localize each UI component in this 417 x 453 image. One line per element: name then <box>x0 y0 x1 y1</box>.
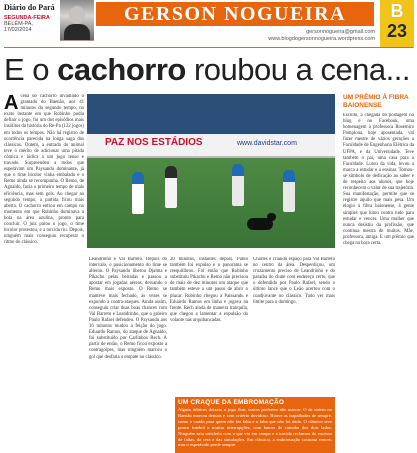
article-text-1: cena do cachorro invadindo o gramado do Baenão, aos 41 minutos do segundo tempo, no exato instante em que Robinho podia definir o jogo, foi um dos episódios mais insólitos da história do Re-Pa (122 jogos) em todos os tempos. Não há registro de ocorrência parecida na longa saga dos clássicos. Ontem, a entrada do animal teve o mérito de adicionar uma pitada cômica e lúdica a um jogo tenso e travado. Surpreendeu a todos que esperavam um Paysandu dominante, já que o time bicolor vinha embalado e o Remo ainda se recompunha. O Remo, de Agnaldo, fazia o primeiro tempo de mais eficiência, mas sem gols. Ao chegar ao segundo tempo, a partida ficou mais aberta. O cachorro entrou em campo no momento em que Robinho dominava a bola na área azulina, pronto para concluir. O juiz parou o jogo, o time bicolor protestou, e a torcida riu. Depois, ninguém mais conseguiu recuperar o ritmo do clássico. <box>4 94 84 246</box>
header-divider <box>4 47 413 48</box>
photo-pitch <box>87 158 335 248</box>
edition-city: BELÉM-PA, <box>4 21 33 27</box>
columnist-contact <box>210 29 375 43</box>
article-text-2: Leandrinho e Val Barreto. Depois do intervalo, o posicionamento do time se alterou. O Paysandu liberou Djalma e Pikachu pelas beiradas e passou a apostar em jogadas aéreas, deixando o Remo mais exposto. O Remo se manteve mais fechado, às vezes se expondo a contra-ataques. Ainda assim, conseguiu criar duas boas chances com Val Barreto e Leandrinho, que o goleiro Paulo Rafael defendeu. O Paysandu aos 16 minutos mudou a feição do jogo. Eduardo Ramos, do ataque de Agnaldo, foi substituído por Carlinhos Rech. A partir de então, o Remo ficou exposto a contragolpes, mas ninguém marcou o gol que desfaria o empate no clássico. <box>89 257 167 360</box>
columnist-face <box>69 6 85 24</box>
adboard-text: PAZ NOS ESTÁDIOS <box>105 137 203 148</box>
column-title: GERSON NOGUEIRA <box>96 2 374 26</box>
edition-date: 17/02/2014 <box>4 27 32 33</box>
article-column-4 <box>253 257 335 397</box>
dog-figure <box>247 218 273 230</box>
section-letter: B <box>390 1 404 21</box>
sidebar-text <box>343 113 414 453</box>
player-figure <box>132 172 144 214</box>
highlight-box-body: Alguns árbitros deixam o jogo fluir, outros preferem não marcar. O de ontem no Baenão marcou demais e com critério duvidoso. Houve as trapalhadas de sempre, como o cartão para quem não fez falta e a falta que não foi dada. O clássico teve pouco futebol e muitas interrupções, com lances de catimba dos dois lados. Ninguém saiu satisfeito com o que viu em campo e a torcida reclamou do excesso de faltas, da cera e das simulações. Em clássico, a embromação costuma vencer, mas o espetáculo perde sempre. <box>178 407 332 448</box>
sidebar-title: UM PRÊMIO À FIBRA BAIONENSE <box>343 94 409 109</box>
columnist-blog[interactable]: www.blogdogersonnogueira.wordpress.com <box>268 36 375 42</box>
match-photo <box>87 94 335 248</box>
edition-day: SEGUNDA-FEIRA <box>4 15 50 21</box>
headline <box>4 52 413 88</box>
page-number: 23 <box>386 21 408 41</box>
sidebar-body: Escolhi, a chegada do postagem no blog e no Facebook, uma homenagem à professora Rosemiro Pamplona, hoje aposentada, vai fazer mestre de vários gerações a Faculdade de Engenharia Elétrica da UFPA, e da Universidade. Teve também o pai, uma casa para a Faculdade. Lutou da vida, levou a marca a estudar e a ensinar. Tornou-se símbolo de dedicação ao saber e de respeito aos alunos, que hoje reconhecem o valor de sua trajetória. Sua manifestação, permite que se registre aquilo que mais pesa. Um elogio à fibra baionense, à gente simples que lutou contra tudo para estudar e vencer. Uma mulher que nunca desistiu da profissão, que continua mestra de muitos. Mãe, professora, amiga. E um prêmio que chega na hora certa. <box>343 113 414 246</box>
highlight-box-title: UM CRAQUE DA EMBROMAÇÃO <box>178 399 285 406</box>
drop-cap: A <box>4 94 19 114</box>
headline-post: roubou a cena... <box>193 52 411 87</box>
sidebar <box>343 94 414 452</box>
masthead-info <box>4 3 60 33</box>
article-text-3: 20 minutos, instantes depois. Pablo também foi expulso e o panorama se reequilibrou. Foi então que Robinho substituiu Pikachu e Remo não precisou de mais de dez minutos um ataque que também esteve a um passo de abrir o placar. Robinho chegou a Paissandu e Eduardo Ramos em linha e jogava na frente. Rech ainda de maneira tranquila, que chegou a lamentar a expulsão do volante nas arquibancadas. <box>170 257 248 323</box>
article-text-4: Charles e criando espaço para Val Barreto no centro da área. Desperdiçou, um cruzamento preciso de Leandrinho e do paraíba do chute com endereço certo, que o defendido por Paulo Rafael, sendo o último lance que o Leão acertou com o coadjuvante no clássico. Tudo ver mais limite para o domingo. <box>253 257 335 305</box>
photo-adboard <box>87 134 335 158</box>
article-column-1 <box>4 94 84 452</box>
newspaper-brand: Diário do Pará <box>4 3 55 12</box>
headline-pre: E o <box>4 52 50 87</box>
columnist-body <box>64 24 90 40</box>
columnist-photo <box>60 0 94 41</box>
section-badge <box>380 0 414 48</box>
highlight-box-text <box>178 407 332 452</box>
photo-stands <box>87 94 335 134</box>
referee-figure <box>165 166 177 208</box>
adboard-url: www.davidstar.com <box>237 140 297 147</box>
headline-emphasis: cachorro <box>57 52 186 87</box>
columnist-email[interactable]: gersonnogueira@gmail.com <box>306 29 375 35</box>
article-column-2 <box>89 257 167 397</box>
player-figure <box>283 170 295 212</box>
article-column-3 <box>170 257 248 397</box>
player-figure <box>232 164 244 206</box>
